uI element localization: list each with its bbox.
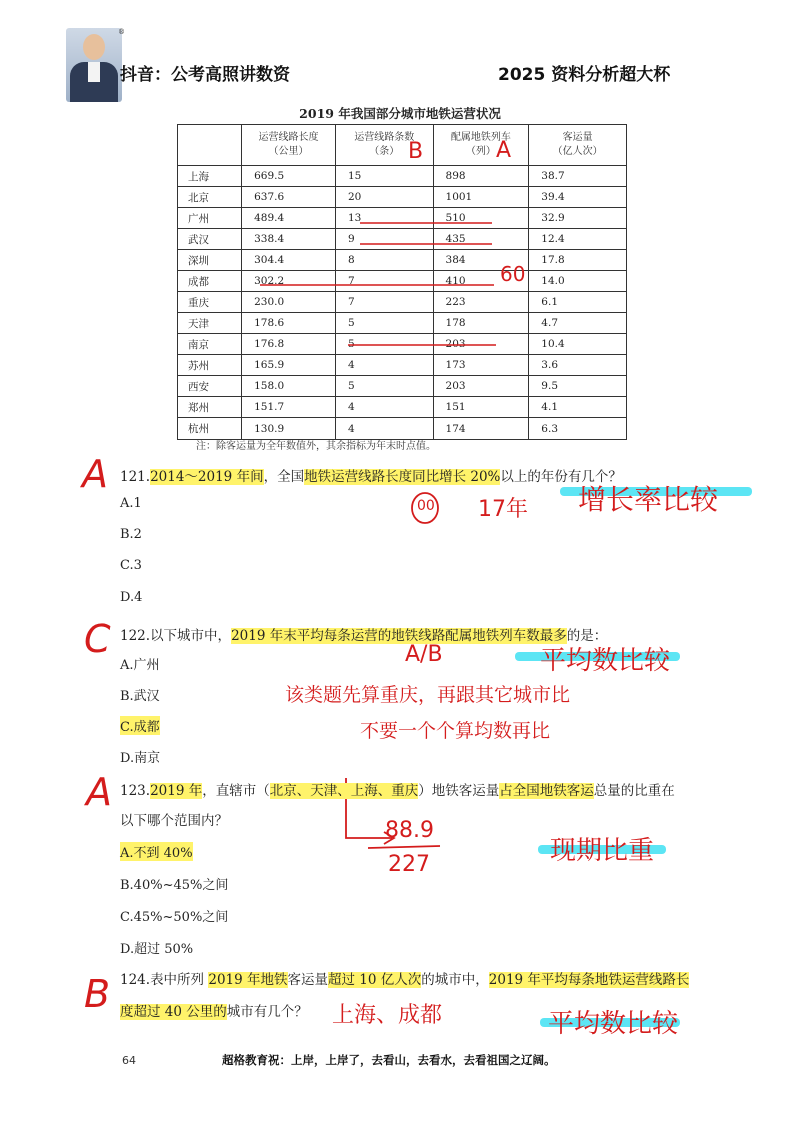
cell-trains: 435 [433,229,529,250]
cell-lines: 5 [335,376,433,397]
cell-city: 苏州 [178,355,242,376]
cell-trains: 1001 [433,187,529,208]
cell-lines: 20 [335,187,433,208]
question-123: 123.2019 年，直辖市（北京、天津、上海、重庆）地铁客运量占全国地铁客运总量的比重在 [120,783,675,799]
option-121-d: D.4 [120,590,143,605]
header-cell-trains: 配属地铁列车 （列） [433,125,529,166]
fraction-bar [368,846,440,848]
cell-lines: 4 [335,397,433,418]
cell-lines: 8 [335,250,433,271]
option-122-a: A.广州 [120,658,160,673]
cell-passengers: 10.4 [529,334,627,355]
cell-length: 165.9 [242,355,336,376]
col-b-mark: B [408,139,424,164]
cell-passengers: 32.9 [529,208,627,229]
cell-lines: 15 [335,166,433,187]
question-124-line2: 度超过 40 公里的城市有几个？ [120,1004,308,1020]
answer-124: B [84,972,111,1016]
table-title: 2019 年我国部分城市地铁运营状况 [299,106,501,121]
fraction-denominator: 227 [388,852,430,877]
option-121-b: B.2 [120,527,142,542]
answer-122: C [84,617,111,661]
header-cell-lines: 运营线路条数 （条） [335,125,433,166]
cell-city: 北京 [178,187,242,208]
cell-trains: 151 [433,397,529,418]
question-124: 124.表中所列 2019 年地铁客运量超过 10 亿人次的城市中，2019 年平均每条地铁运营线路长 [120,972,690,988]
question-123-line2: 以下哪个范围内？ [120,813,228,829]
cell-trains: 174 [433,418,529,440]
cell-lines: 5 [335,334,433,355]
answer-121: A [82,452,108,496]
option-121-c: C.3 [120,558,142,573]
cities-note: 上海、成都 [332,1003,443,1028]
cell-passengers: 6.1 [529,292,627,313]
cell-city: 杭州 [178,418,242,440]
tip-122-line2: 不要一个个算均数再比 [360,720,551,742]
header-book-title: 2025 资料分析超大杯 [498,65,671,85]
cell-city: 武汉 [178,229,242,250]
cell-length: 158.0 [242,376,336,397]
cell-passengers: 4.7 [529,313,627,334]
cell-city: 天津 [178,313,242,334]
table-note: 注：除客运量为全年数值外，其余指标为年末时点值。 [196,441,436,452]
cell-trains: 178 [433,313,529,334]
option-123-b: B.40%~45%之间 [120,878,229,893]
option-122-b: B.武汉 [120,689,160,704]
option-123-c: C.45%~50%之间 [120,910,229,925]
page-number: 64 [122,1054,136,1067]
cell-lines: 7 [335,292,433,313]
cell-trains: 510 [433,208,529,229]
cell-length: 130.9 [242,418,336,440]
cell-passengers: 4.1 [529,397,627,418]
cell-lines: 7 [335,271,433,292]
option-122-c: C.成都 [120,716,160,735]
cell-length: 230.0 [242,292,336,313]
cell-lines: 13 [335,208,433,229]
tip-122-line1: 该类题先算重庆，再跟其它城市比 [285,684,571,706]
option-121-a: A.1 [120,496,142,511]
circle-text: 00 [417,498,435,514]
question-121: 121.2014～2019 年间，全国地铁运营线路长度同比增长 20%以上的年份有几个？ [120,469,622,485]
cell-length: 489.4 [242,208,336,229]
cell-length: 176.8 [242,334,336,355]
option-123-d: D.超过 50% [120,942,194,957]
header-cell-length: 运营线路长度 （公里） [242,125,336,166]
col-a-mark: A [496,138,512,163]
cell-trains: 410 [433,271,529,292]
answer-123: A [86,770,112,814]
cell-lines: 9 [335,229,433,250]
cell-city: 上海 [178,166,242,187]
option-123-a: A.不到 40% [120,842,193,861]
option-122-d: D.南京 [120,751,161,766]
note-60: 60 [500,262,526,286]
cell-passengers: 12.4 [529,229,627,250]
cell-city: 南京 [178,334,242,355]
cell-passengers: 17.8 [529,250,627,271]
method-122: 平均数比较 [540,646,671,676]
cell-passengers: 6.3 [529,418,627,440]
cell-length: 304.4 [242,250,336,271]
registered-mark: ® [118,28,125,36]
cell-city: 成都 [178,271,242,292]
years-note: 17年 [478,497,528,522]
cell-trains: 223 [433,292,529,313]
cell-passengers: 9.5 [529,376,627,397]
cell-trains: 384 [433,250,529,271]
cell-length: 669.5 [242,166,336,187]
cell-passengers: 14.0 [529,271,627,292]
cell-passengers: 39.4 [529,187,627,208]
header-cell-passengers: 客运量 （亿人次） [529,125,627,166]
cell-length: 178.6 [242,313,336,334]
cell-city: 深圳 [178,250,242,271]
method-124: 平均数比较 [548,1009,679,1039]
cell-length: 637.6 [242,187,336,208]
cell-city: 郑州 [178,397,242,418]
question-122: 122.以下城市中，2019 年末平均每条运营的地铁线路配属地铁列车数最多的是： [120,628,608,644]
cell-lines: 5 [335,313,433,334]
cell-passengers: 3.6 [529,355,627,376]
fraction-numerator: 88.9 [385,818,434,843]
cell-city: 西安 [178,376,242,397]
cell-trains: 203 [433,376,529,397]
cell-lines: 4 [335,418,433,440]
method-121: 增长率比较 [578,483,719,516]
cell-length: 302.2 [242,271,336,292]
cell-trains: 898 [433,166,529,187]
cell-city: 广州 [178,208,242,229]
cell-passengers: 38.7 [529,166,627,187]
cell-length: 338.4 [242,229,336,250]
footer-slogan: 超格教育祝：上岸，上岸了，去看山，去看水，去看祖国之辽阔。 [222,1053,556,1067]
cell-length: 151.7 [242,397,336,418]
cell-trains: 203 [433,334,529,355]
cell-lines: 4 [335,355,433,376]
cell-city: 重庆 [178,292,242,313]
cell-trains: 173 [433,355,529,376]
header-douyin-account: 抖音：公考高照讲数资 [120,65,290,85]
ab-note: A/B [405,642,443,667]
method-123: 现期比重 [550,836,655,866]
